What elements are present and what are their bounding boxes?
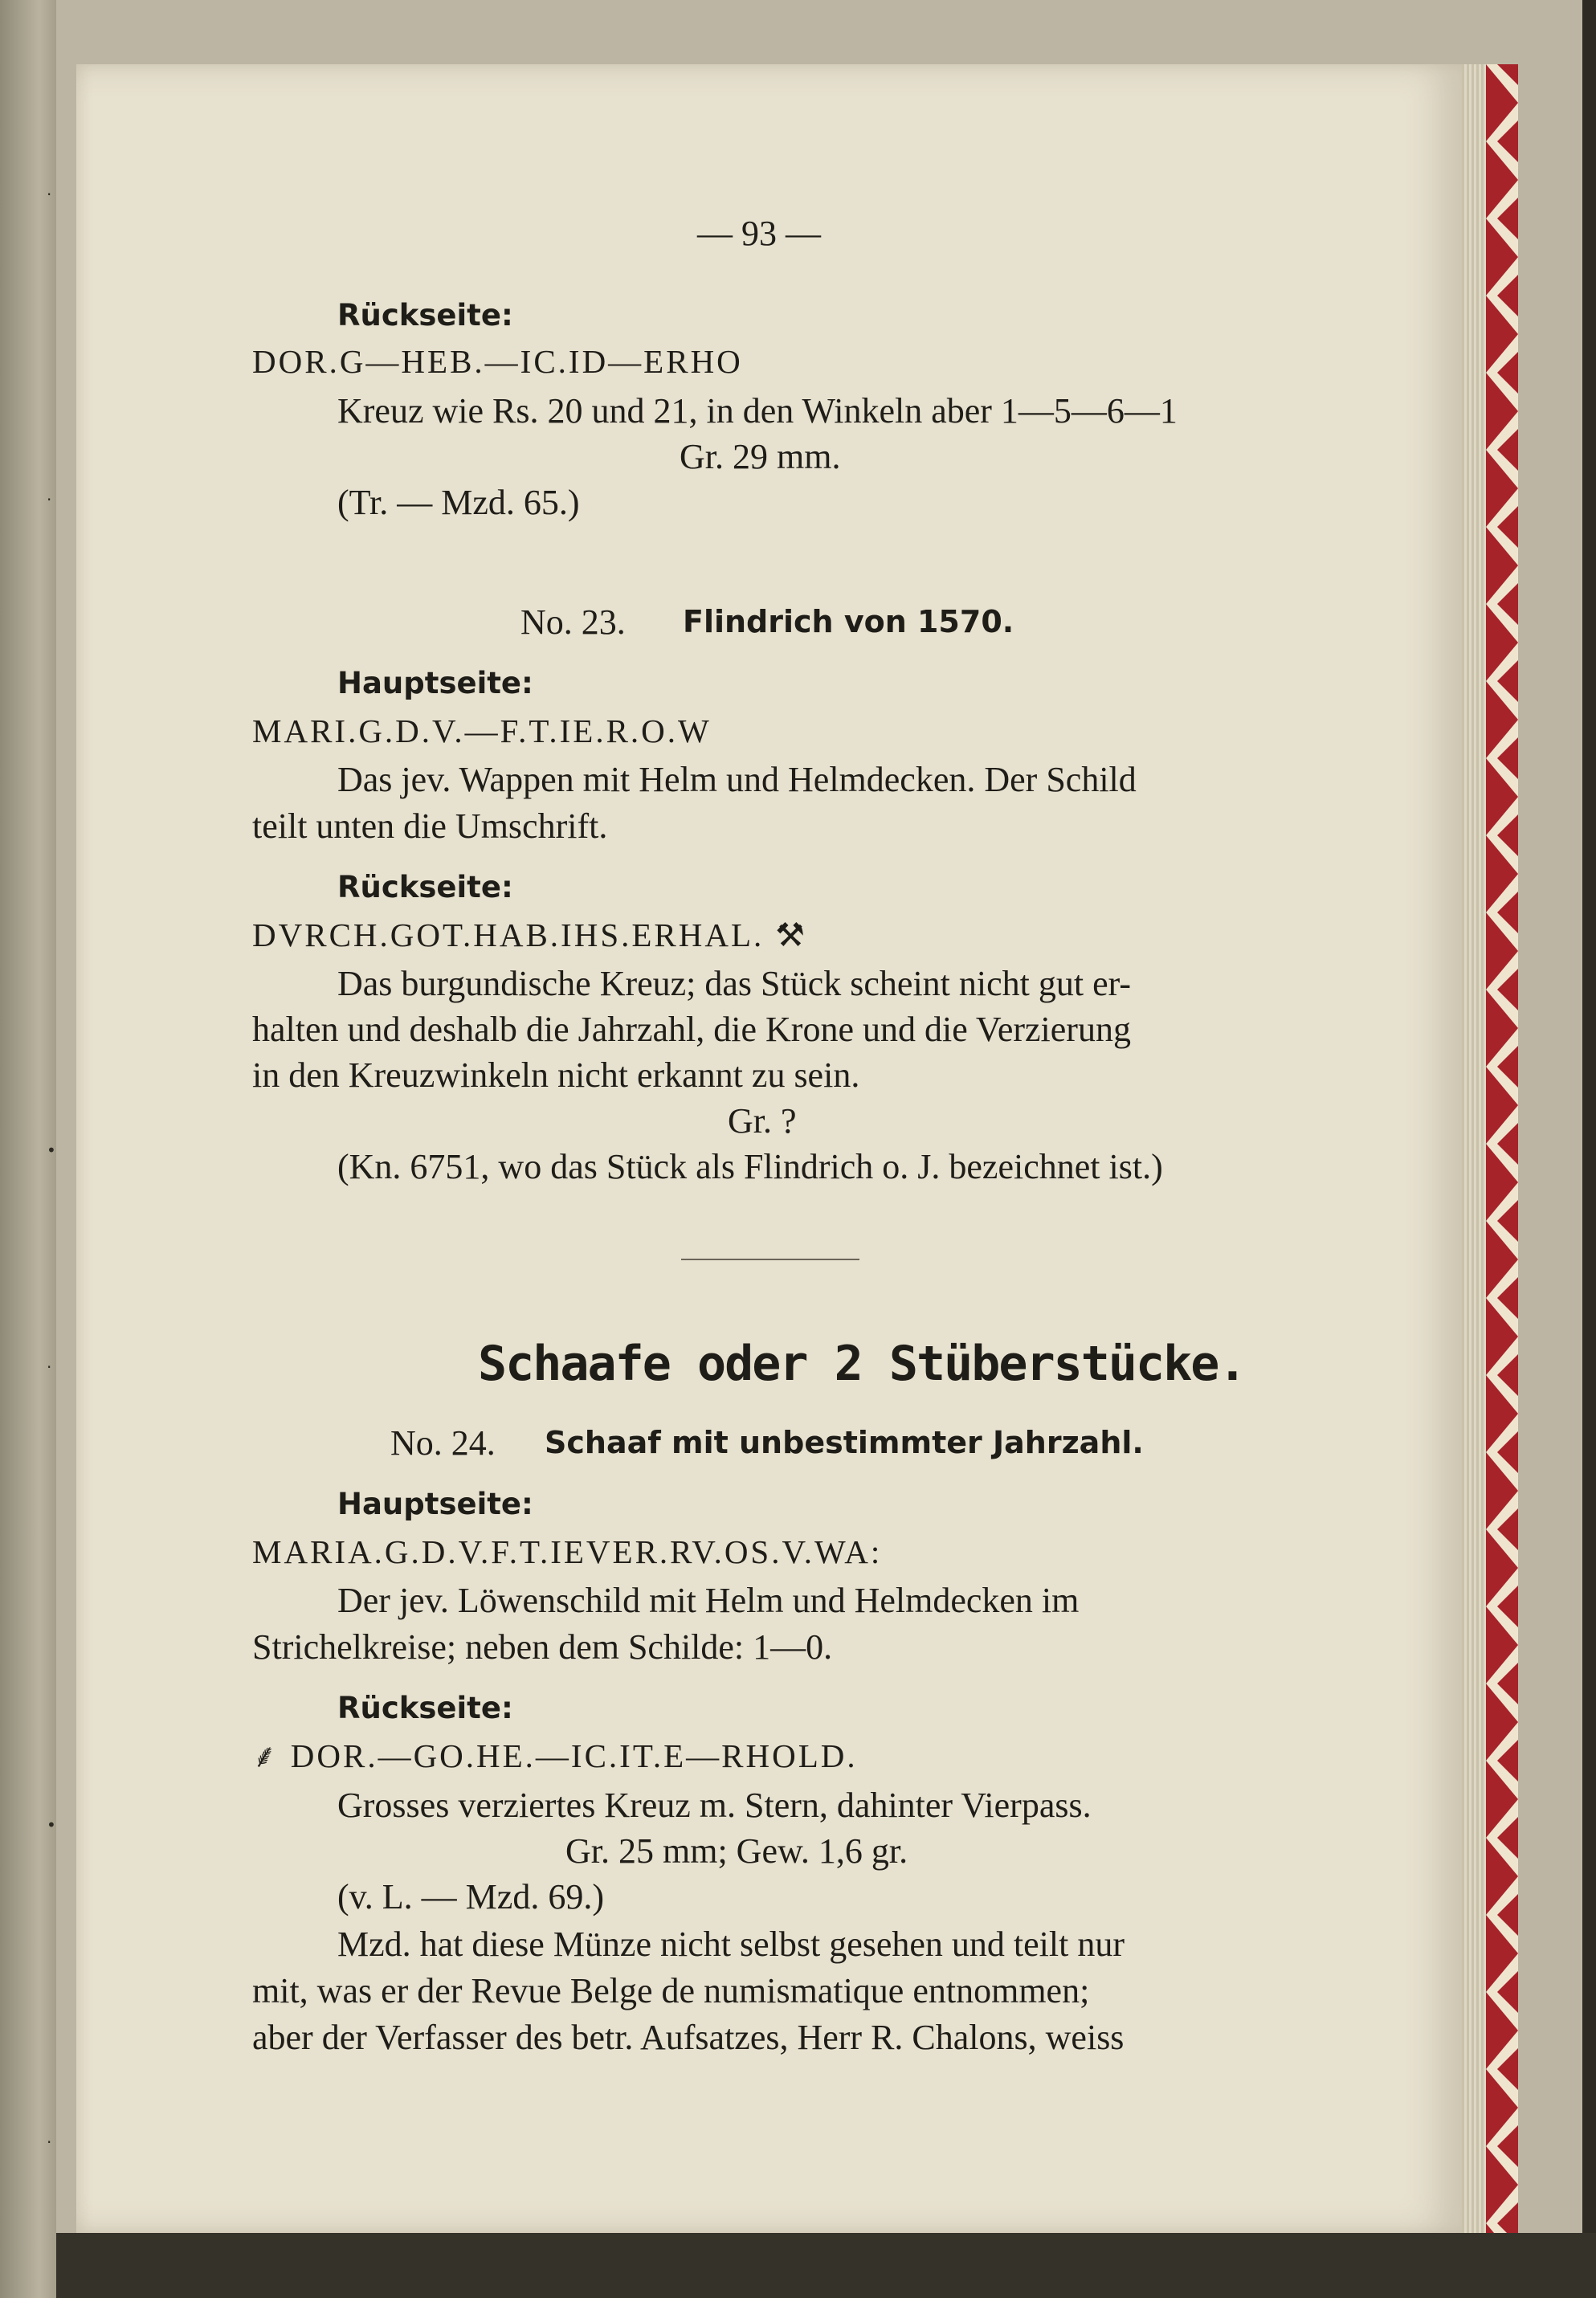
entry-number: No. 24. xyxy=(390,1423,496,1463)
description-line: halten und deshalb die Jahrzahl, die Krone und die Verzierung xyxy=(252,1010,1131,1049)
legend-text: DVRCH.GOT.HAB.IHS.ERHAL. xyxy=(252,916,765,953)
cover-pattern-mark xyxy=(1486,1606,1518,1684)
cover-pattern-mark xyxy=(1486,990,1518,1067)
size-line: Gr. 29 mm. xyxy=(680,437,841,476)
note-line: aber der Verfasser des betr. Aufsatzes, Herr R. Chalons, weiss xyxy=(252,2018,1125,2057)
page-number: — 93 — xyxy=(697,214,821,253)
cover-pattern-mark xyxy=(1486,604,1518,681)
entry-title: Schaaf mit unbestimmter Jahrzahl. xyxy=(545,1425,1144,1460)
size-line: Gr. ? xyxy=(728,1101,797,1141)
section-divider xyxy=(681,1259,859,1260)
coin-legend xyxy=(252,1735,858,1777)
margin-mark: · xyxy=(47,1357,52,1377)
cover-pattern-mark xyxy=(1486,835,1518,912)
reference-line: (v. L. — Mzd. 69.) xyxy=(337,1877,604,1916)
cover-pattern-mark xyxy=(1486,1684,1518,1761)
description-line: Grosses verziertes Kreuz m. Stern, dahinter Vierpass. xyxy=(337,1786,1092,1825)
reference-line: (Kn. 6751, wo das Stück als Flindrich o. J. bezeichnet ist.) xyxy=(337,1147,1163,1186)
cover-pattern-mark xyxy=(1486,373,1518,450)
coin-legend: MARI.G.D.V.—F.T.IE.R.O.W xyxy=(252,712,712,749)
margin-mark: · xyxy=(47,490,52,509)
cover-pattern-mark xyxy=(1486,1761,1518,1838)
cover-pattern-mark xyxy=(1486,912,1518,990)
coin-legend: MARIA.G.D.V.F.T.IEVER.RV.OS.V.WA: xyxy=(252,1533,883,1570)
cover-pattern-mark xyxy=(1486,141,1518,218)
cover-pattern-mark xyxy=(1486,1144,1518,1221)
crossed-hammers-icon: ⚒ xyxy=(775,916,808,953)
cover-pattern-mark xyxy=(1486,450,1518,527)
description-line: in den Kreuzwinkeln nicht erkannt zu sein. xyxy=(252,1055,860,1095)
cover-pattern-mark xyxy=(1486,296,1518,373)
cover-pattern-mark xyxy=(1486,681,1518,758)
margin-mark: • xyxy=(47,1141,56,1160)
cover-pattern-mark xyxy=(1486,527,1518,604)
cover-pattern-mark xyxy=(1486,1067,1518,1144)
cover-pattern-mark xyxy=(1486,2069,1518,2146)
page-edges xyxy=(1462,64,1486,2233)
description-line: teilt unten die Umschrift. xyxy=(252,806,608,846)
margin-mark: • xyxy=(47,1815,56,1835)
cover-pattern-mark xyxy=(1486,64,1518,141)
obverse-label: Hauptseite: xyxy=(337,666,533,700)
reverse-label: Rückseite: xyxy=(337,1691,513,1725)
scan-bottom-border xyxy=(56,2233,1596,2298)
reverse-label: Rückseite: xyxy=(337,870,513,904)
cover-pattern-mark xyxy=(1486,1221,1518,1298)
cover-pattern-mark xyxy=(1486,1529,1518,1606)
section-heading: Schaafe oder 2 Stüberstücke. xyxy=(478,1336,1246,1392)
reverse-label: Rückseite: xyxy=(337,298,513,333)
cover-pattern-mark xyxy=(1486,2146,1518,2223)
cover-pattern-mark xyxy=(1486,758,1518,835)
cover-pattern-mark xyxy=(1486,1992,1518,2069)
cover-pattern xyxy=(1486,64,1518,2233)
note-line: Mzd. hat diese Münze nicht selbst gesehen und teilt nur xyxy=(337,1925,1125,1964)
entry-title: Flindrich von 1570. xyxy=(683,604,1014,639)
note-line: mit, was er der Revue Belge de numismatique entnommen; xyxy=(252,1971,1090,2010)
cover-pattern-mark xyxy=(1486,1298,1518,1375)
cover-pattern-mark xyxy=(1486,1452,1518,1529)
obverse-label: Hauptseite: xyxy=(337,1487,533,1521)
cover-pattern-mark xyxy=(1486,1375,1518,1452)
size-line: Gr. 25 mm; Gew. 1,6 gr. xyxy=(565,1831,908,1871)
reference-line: (Tr. — Mzd. 65.) xyxy=(337,483,580,522)
entry-number: No. 23. xyxy=(520,602,626,642)
cover-pattern-mark xyxy=(1486,218,1518,296)
coin-legend xyxy=(252,914,807,956)
cover-pattern-mark xyxy=(1486,1915,1518,1992)
description-line: Kreuz wie Rs. 20 und 21, in den Winkeln aber 1—5—6—1 xyxy=(337,391,1178,431)
description-line: Das burgundische Kreuz; das Stück scheint nicht gut er- xyxy=(337,964,1132,1003)
coin-legend: DOR.G—HEB.—IC.ID—ERHO xyxy=(252,343,743,380)
cover-pattern-mark xyxy=(1486,2223,1518,2233)
legend-text: DOR.—GO.HE.—IC.IT.E—RHOLD. xyxy=(290,1737,858,1774)
margin-mark: · xyxy=(47,2133,52,2152)
description-line: Das jev. Wappen mit Helm und Helmdecken. Der Schild xyxy=(337,760,1137,799)
description-line: Strichelkreise; neben dem Schilde: 1—0. xyxy=(252,1627,833,1667)
margin-mark: · xyxy=(47,185,52,204)
description-line: Der jev. Löwenschild mit Helm und Helmdecken im xyxy=(337,1581,1080,1620)
cover-pattern-mark xyxy=(1486,1838,1518,1915)
flower-mark-icon: ⸙ xyxy=(252,1737,280,1774)
